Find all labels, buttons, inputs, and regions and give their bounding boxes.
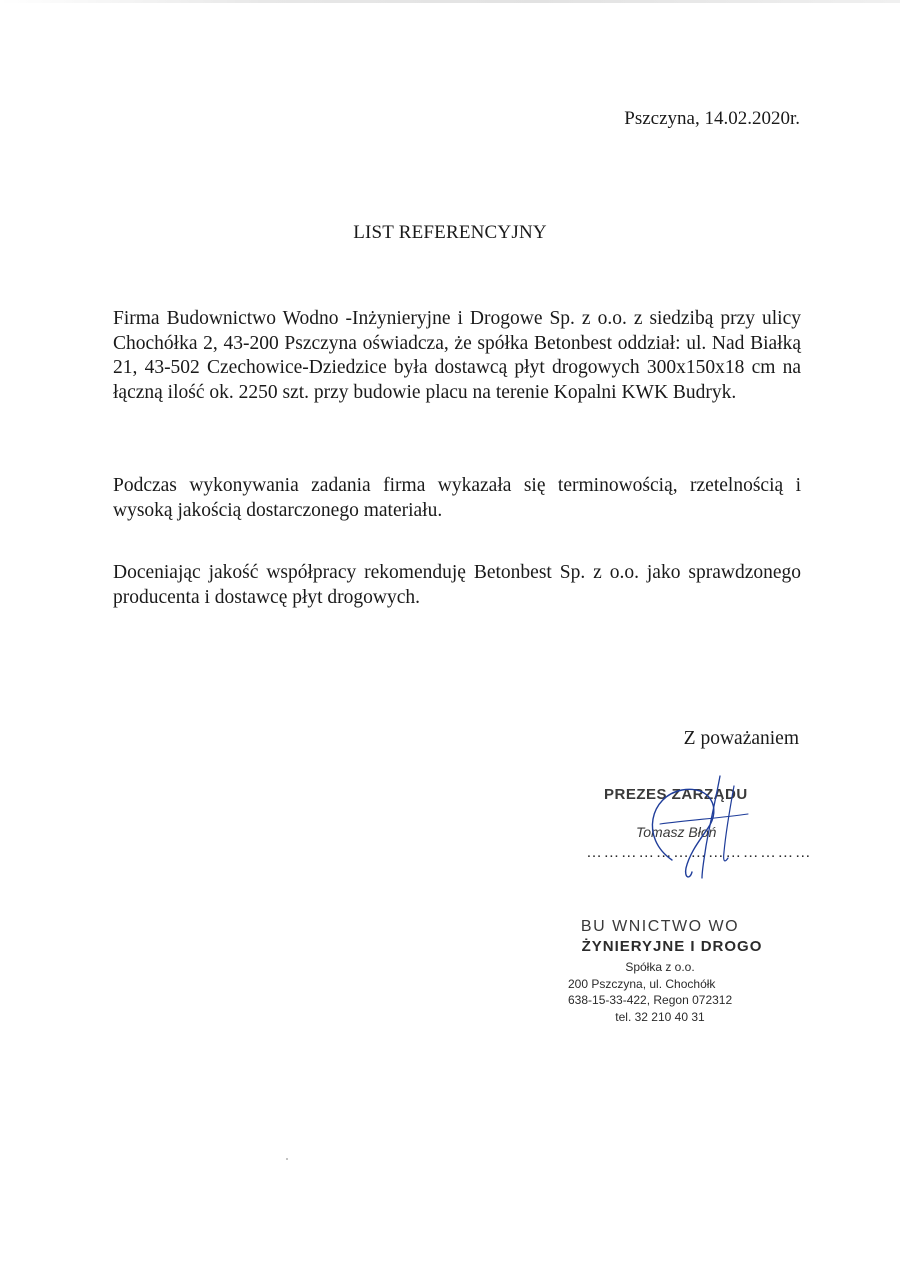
company-stamp	[548, 918, 808, 1028]
scan-speck	[286, 1158, 288, 1160]
document-title: LIST REFERENCYJNY	[353, 222, 547, 243]
scan-top-edge	[0, 0, 900, 3]
closing-salutation: Z poważaniem	[683, 728, 799, 749]
body-paragraph-1: Firma Budownictwo Wodno -Inżynieryjne i Drogowe Sp. z o.o. z siedzibą przy ulicy Chochółka 2, 43-200 Pszczyna oświadcza, że spółka Betonbest oddział: ul. Nad Białką 21, 43-502 Czechowice-Dziedzice była dostawcą płyt drogowych 300x150x18 cm na łączną ilość ok. 2250 szt. przy budowie placu na terenie Kopalni KWK Budryk.	[113, 308, 801, 403]
body-paragraph-3: Doceniając jakość współpracy rekomenduję Betonbest Sp. z o.o. jako sprawdzonego producenta i dostawcę płyt drogowych.	[113, 562, 801, 608]
stamp-address: 200 Pszczyna, ul. Chochółk	[568, 977, 716, 991]
signatory-role: PREZES ZARZĄDU	[604, 786, 748, 803]
stamp-company-name-line2: ŻYNIERYJNE I DROGO	[581, 938, 763, 955]
stamp-company-type: Spółka z o.o.	[625, 960, 695, 974]
stamp-phone: tel. 32 210 40 31	[615, 1010, 705, 1024]
stamp-company-name-line1: BU WNICTWO WO	[580, 918, 740, 935]
signature-stamp	[586, 782, 813, 882]
signatory-name: Tomasz Błoń	[636, 824, 717, 840]
place-date: Pszczyna, 14.02.2020r.	[624, 108, 800, 129]
signature-line: …………………………………	[586, 844, 813, 861]
body-paragraph-2: Podczas wykonywania zadania firma wykazała się terminowością, rzetelnością i wysoką jakością dostarczonego materiału.	[113, 475, 801, 521]
stamp-registration: 638-15-33-422, Regon 072312	[568, 993, 733, 1007]
